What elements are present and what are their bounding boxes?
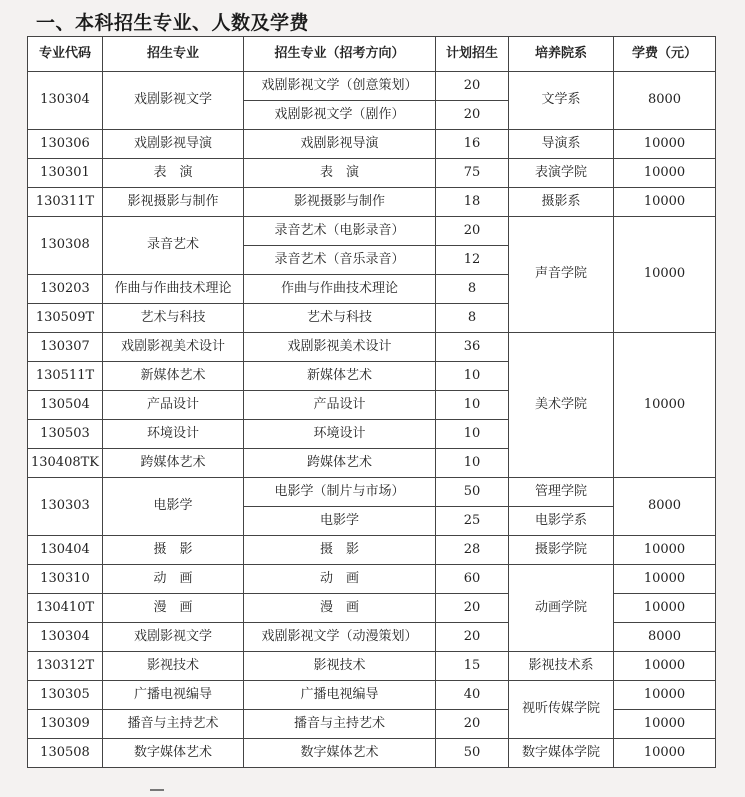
cell-major: 数字媒体艺术	[103, 739, 244, 768]
cell-college: 摄影系	[509, 188, 614, 217]
cell-quota: 60	[436, 565, 509, 594]
table-row	[28, 159, 716, 188]
table-row	[28, 72, 716, 101]
cell-code: 130408TK	[28, 449, 103, 478]
cell-quota: 18	[436, 188, 509, 217]
cell-quota: 20	[436, 594, 509, 623]
cell-code: 130303	[28, 478, 103, 536]
table-row	[28, 217, 716, 246]
cell-fee: 8000	[614, 478, 716, 536]
cell-code: 130308	[28, 217, 103, 275]
cell-direction: 表 演	[244, 159, 436, 188]
cell-college: 声音学院	[509, 217, 614, 333]
cell-direction: 漫 画	[244, 594, 436, 623]
cell-college: 美术学院	[509, 333, 614, 478]
cell-major: 表 演	[103, 159, 244, 188]
cell-code: 130304	[28, 72, 103, 130]
cell-direction: 摄 影	[244, 536, 436, 565]
cell-direction: 动 画	[244, 565, 436, 594]
cell-direction: 跨媒体艺术	[244, 449, 436, 478]
cell-direction: 戏剧影视导演	[244, 130, 436, 159]
cell-fee: 10000	[614, 217, 716, 333]
cell-direction: 戏剧影视文学（动漫策划）	[244, 623, 436, 652]
cell-quota: 16	[436, 130, 509, 159]
cell-direction: 戏剧影视美术设计	[244, 333, 436, 362]
cell-quota: 25	[436, 507, 509, 536]
cell-direction: 电影学	[244, 507, 436, 536]
header-major: 招生专业	[103, 37, 244, 72]
table-row	[28, 478, 716, 507]
cell-code: 130301	[28, 159, 103, 188]
cell-quota: 28	[436, 536, 509, 565]
cell-direction: 戏剧影视文学（创意策划）	[244, 72, 436, 101]
cell-major: 摄 影	[103, 536, 244, 565]
header-fee: 学费（元）	[614, 37, 716, 72]
cell-quota: 10	[436, 449, 509, 478]
cell-college: 文学系	[509, 72, 614, 130]
cell-quota: 10	[436, 362, 509, 391]
cell-fee: 10000	[614, 710, 716, 739]
cell-fee: 10000	[614, 333, 716, 478]
cell-major: 电影学	[103, 478, 244, 536]
page-edge-mark	[150, 789, 164, 791]
cell-fee: 10000	[614, 594, 716, 623]
table-row	[28, 652, 716, 681]
cell-fee: 10000	[614, 739, 716, 768]
cell-major: 影视技术	[103, 652, 244, 681]
cell-code: 130508	[28, 739, 103, 768]
cell-direction: 录音艺术（电影录音）	[244, 217, 436, 246]
cell-quota: 15	[436, 652, 509, 681]
cell-code: 130503	[28, 420, 103, 449]
cell-major: 录音艺术	[103, 217, 244, 275]
table-header-row	[28, 37, 716, 72]
cell-quota: 50	[436, 478, 509, 507]
cell-college: 影视技术系	[509, 652, 614, 681]
cell-major: 戏剧影视文学	[103, 72, 244, 130]
cell-code: 130311T	[28, 188, 103, 217]
cell-major: 戏剧影视导演	[103, 130, 244, 159]
cell-fee: 8000	[614, 623, 716, 652]
cell-code: 130307	[28, 333, 103, 362]
cell-code: 130305	[28, 681, 103, 710]
table-row	[28, 333, 716, 362]
cell-major: 艺术与科技	[103, 304, 244, 333]
cell-quota: 10	[436, 420, 509, 449]
cell-fee: 8000	[614, 72, 716, 130]
cell-quota: 20	[436, 217, 509, 246]
cell-quota: 20	[436, 101, 509, 130]
cell-college: 动画学院	[509, 565, 614, 652]
cell-major: 产品设计	[103, 391, 244, 420]
cell-major: 作曲与作曲技术理论	[103, 275, 244, 304]
cell-code: 130410T	[28, 594, 103, 623]
cell-direction: 艺术与科技	[244, 304, 436, 333]
table-row	[28, 739, 716, 768]
cell-college: 导演系	[509, 130, 614, 159]
cell-direction: 数字媒体艺术	[244, 739, 436, 768]
admission-fee-table	[27, 36, 716, 768]
header-college: 培养院系	[509, 37, 614, 72]
header-quota: 计划招生	[436, 37, 509, 72]
section-title: 一、本科招生专业、人数及学费	[36, 12, 310, 34]
cell-major: 播音与主持艺术	[103, 710, 244, 739]
table-row	[28, 130, 716, 159]
cell-quota: 40	[436, 681, 509, 710]
cell-direction: 影视技术	[244, 652, 436, 681]
cell-quota: 8	[436, 275, 509, 304]
cell-quota: 36	[436, 333, 509, 362]
cell-fee: 10000	[614, 565, 716, 594]
cell-major: 跨媒体艺术	[103, 449, 244, 478]
cell-major: 戏剧影视美术设计	[103, 333, 244, 362]
cell-code: 130203	[28, 275, 103, 304]
cell-direction: 影视摄影与制作	[244, 188, 436, 217]
cell-college: 摄影学院	[509, 536, 614, 565]
cell-quota: 20	[436, 72, 509, 101]
cell-code: 130306	[28, 130, 103, 159]
cell-quota: 50	[436, 739, 509, 768]
cell-major: 动 画	[103, 565, 244, 594]
cell-code: 130310	[28, 565, 103, 594]
cell-code: 130509T	[28, 304, 103, 333]
cell-quota: 20	[436, 710, 509, 739]
cell-fee: 10000	[614, 681, 716, 710]
cell-quota: 20	[436, 623, 509, 652]
cell-college: 视听传媒学院	[509, 681, 614, 739]
cell-quota: 12	[436, 246, 509, 275]
cell-fee: 10000	[614, 130, 716, 159]
cell-code: 130312T	[28, 652, 103, 681]
table-row	[28, 536, 716, 565]
cell-direction: 产品设计	[244, 391, 436, 420]
cell-quota: 8	[436, 304, 509, 333]
cell-code: 130404	[28, 536, 103, 565]
cell-direction: 广播电视编导	[244, 681, 436, 710]
cell-direction: 作曲与作曲技术理论	[244, 275, 436, 304]
cell-major: 环境设计	[103, 420, 244, 449]
cell-major: 新媒体艺术	[103, 362, 244, 391]
cell-direction: 录音艺术（音乐录音）	[244, 246, 436, 275]
cell-direction: 电影学（制片与市场）	[244, 478, 436, 507]
table-row	[28, 681, 716, 710]
cell-code: 130309	[28, 710, 103, 739]
header-code: 专业代码	[28, 37, 103, 72]
cell-fee: 10000	[614, 188, 716, 217]
cell-college: 电影学系	[509, 507, 614, 536]
cell-fee: 10000	[614, 652, 716, 681]
cell-code: 130511T	[28, 362, 103, 391]
cell-major: 影视摄影与制作	[103, 188, 244, 217]
cell-college: 表演学院	[509, 159, 614, 188]
cell-direction: 新媒体艺术	[244, 362, 436, 391]
cell-direction: 播音与主持艺术	[244, 710, 436, 739]
header-direction: 招生专业（招考方向）	[244, 37, 436, 72]
cell-fee: 10000	[614, 536, 716, 565]
cell-major: 漫 画	[103, 594, 244, 623]
cell-major: 戏剧影视文学	[103, 623, 244, 652]
cell-college: 管理学院	[509, 478, 614, 507]
cell-quota: 10	[436, 391, 509, 420]
cell-code: 130504	[28, 391, 103, 420]
cell-major: 广播电视编导	[103, 681, 244, 710]
cell-quota: 75	[436, 159, 509, 188]
cell-code: 130304	[28, 623, 103, 652]
cell-college: 数字媒体学院	[509, 739, 614, 768]
cell-direction: 环境设计	[244, 420, 436, 449]
table-row	[28, 188, 716, 217]
table-row	[28, 565, 716, 594]
cell-direction: 戏剧影视文学（剧作）	[244, 101, 436, 130]
cell-fee: 10000	[614, 159, 716, 188]
